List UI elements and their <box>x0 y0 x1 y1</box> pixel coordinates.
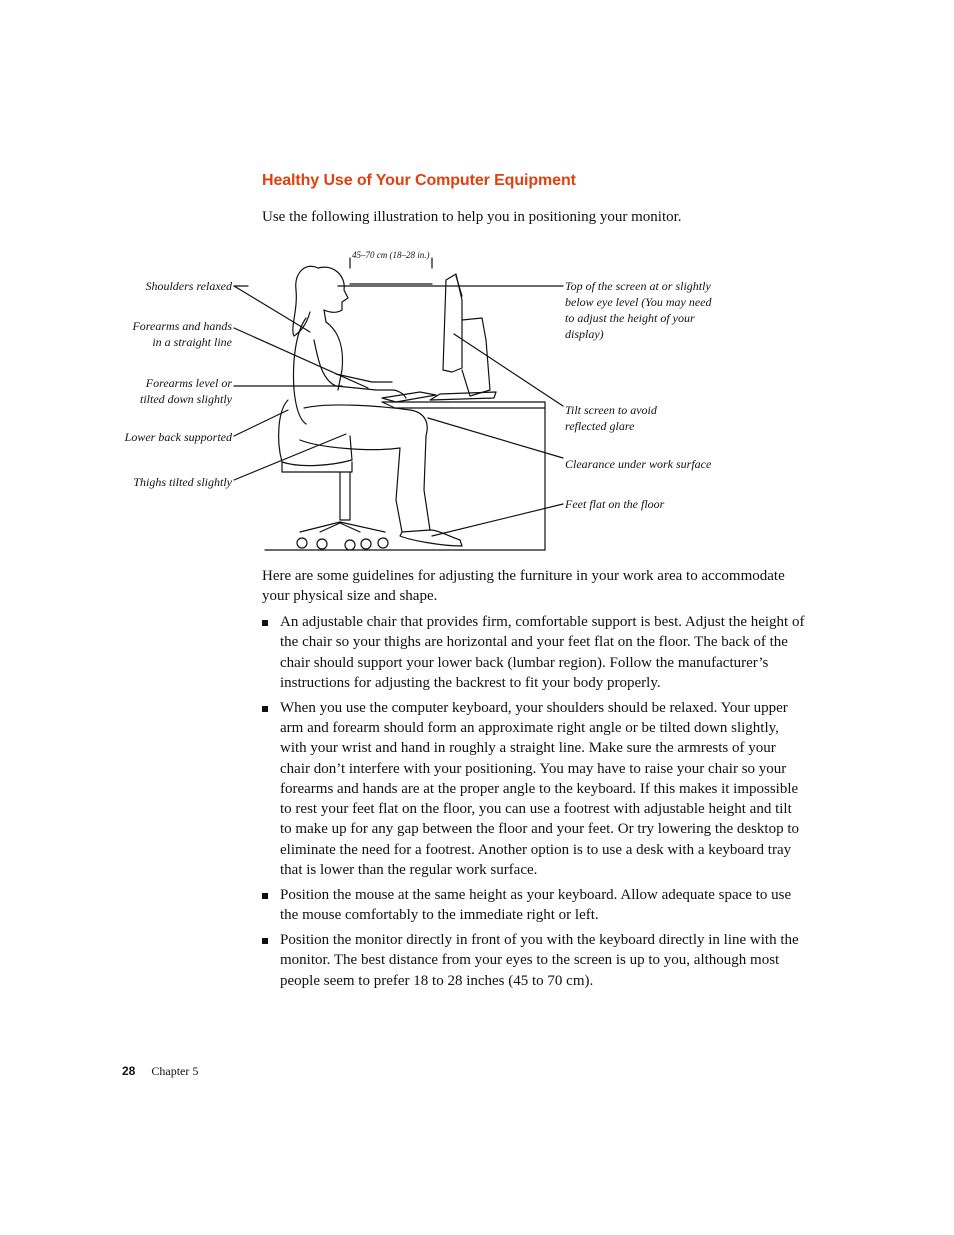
distance-label: 45–70 cm (18–28 in.) <box>352 250 430 260</box>
guidelines-intro: Here are some guidelines for adjusting the furniture in your work area to accommodate your physical size and shape. <box>262 568 785 605</box>
label-thighs <box>100 474 232 490</box>
label-forearms-hands <box>100 318 232 350</box>
label-thighs-text: Thighs tilted slightly <box>133 475 232 489</box>
section-heading: Healthy Use of Your Computer Equipment <box>262 172 576 189</box>
label-shoulders-text: Shoulders relaxed <box>145 279 232 293</box>
label-forearms-hands-text: Forearms and hands in a straight line <box>132 319 232 349</box>
label-tilt-screen <box>565 402 735 434</box>
ergonomics-illustration <box>0 240 954 560</box>
list-item <box>262 698 807 881</box>
label-top-of-screen-text: Top of the screen at or slightly below eye level (You may need to adjust the height of your display) <box>565 279 712 341</box>
label-top-of-screen <box>565 278 735 342</box>
page-number: 28 <box>122 1064 136 1078</box>
label-lower-back <box>100 429 232 445</box>
label-clearance-text: Clearance under work surface <box>565 457 712 471</box>
bullet-square-icon <box>262 620 268 626</box>
label-forearms-level <box>100 375 232 407</box>
label-lower-back-text: Lower back supported <box>124 430 232 444</box>
label-clearance <box>565 456 735 472</box>
list-item <box>262 930 807 991</box>
list-item-text: When you use the computer keyboard, your shoulders should be relaxed. Your upper arm and forearm should form an approximate right angle or be tilted down slightly, with your wrist and hand in roughly a straight line. Make sure the armrests of your chair don’t interfere with your positioning. You may have to raise your chair so your forearms and hands are at the proper angle to the keyboard. If this makes it impossible to rest your feet flat on the floor, you can use a footrest with adjustable height and tilt to make up for any gap between the floor and your feet. Or try lowering the desktop to eliminate the need for a footrest. Another option is to use a desk with a keyboard tray that is lower than the regular work surface. <box>280 699 800 879</box>
list-item <box>262 612 807 693</box>
list-item-text: Position the monitor directly in front of you with the keyboard directly in line with the monitor. The best distance from your eyes to the screen is up to you, although most people seem to prefer 18 to 28 inches (45 to 70 cm). <box>280 931 799 989</box>
guidelines-list <box>262 612 807 995</box>
bullet-square-icon <box>262 893 268 899</box>
bullet-square-icon <box>262 938 268 944</box>
label-forearms-level-text: Forearms level or tilted down slightly <box>140 376 232 406</box>
chapter-label: Chapter 5 <box>151 1064 199 1078</box>
list-item-text: An adjustable chair that provides firm, comfortable support is best. Adjust the height of the chair so your thighs are horizontal and your feet flat on the floor. The back of the chair should support your lower back (lumbar region). Follow the manufacturer’s instructions for adjusting the backrest to fit your body properly. <box>280 614 805 691</box>
list-item <box>262 885 807 926</box>
label-tilt-screen-text: Tilt screen to avoid reflected glare <box>565 403 657 433</box>
list-item-text: Position the mouse at the same height as your keyboard. Allow adequate space to use the mouse comfortably to the immediate right or left. <box>280 886 792 924</box>
intro-text: Use the following illustration to help you in positioning your monitor. <box>262 209 682 225</box>
label-feet-flat-text: Feet flat on the floor <box>565 497 665 511</box>
page-footer <box>122 1064 198 1079</box>
label-shoulders <box>110 278 232 294</box>
bullet-square-icon <box>262 706 268 712</box>
label-feet-flat <box>565 496 735 512</box>
